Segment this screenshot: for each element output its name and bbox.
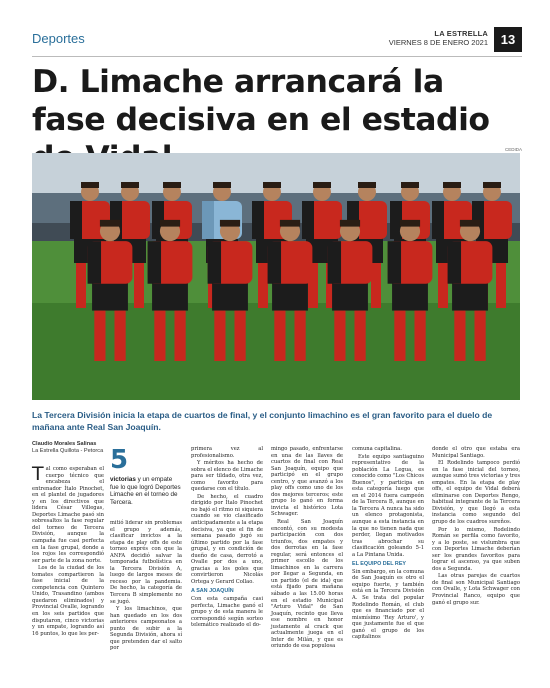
paragraph: al como esperaban el cuerpo técnico que encabeza el entrenador Ítalo Pinochet, en el plantel de jugadores y en los directivos que lidera César Villegas, Deportes Limache pasó sin sobresaltos la fase regular del torneo de Tercera División, aunque la campaña fue casi perfecta en la fase grupal, donde a los rojos les correspondió ser parte de la zona norte. — [32, 466, 104, 564]
paragraph: mingo pasado, enfrentarse en una de las llaves de cuartos de final con Real San Joaquín, equipo que participó en el grupo centro, y que avanzó a los play offs como uno de los dos mejores terceros; este grupo lo ganó en forma invicta el histórico Lota Schwager. — [271, 446, 343, 518]
photo-credit: CEDIDA — [504, 147, 522, 152]
article-headline: D. Limache arrancará la fase decisiva en el estadio — [32, 64, 490, 138]
paragraph: De hecho, el cuadro dirigido por Ítalo Pinochet no bajó el ritmo ni siquiera cuando se vio clasificado anticipadamente a la etapa decisiva, ya que el fin de semana pasado jugó su último partido por la fase grupal, y en condición de dueño de casa, derrotó a Ovalle por dos a uno, gracias a los goles que convirtieron Nicolás Ortega y Gerard Collao. — [191, 493, 263, 585]
author-name: Claudio Morales Salinas — [32, 441, 97, 447]
subheading: EL EQUIPO DEL REY — [352, 561, 407, 568]
article-column-5 — [352, 446, 424, 642]
stat-text — [110, 476, 182, 506]
photo-caption: La Tercera División inicia la etapa de cuartos de final, y el conjunto limachino es el gran favorito para el duelo de mañana ante Real San Joaquín. — [32, 410, 493, 432]
stat-callout — [110, 446, 182, 506]
page-number: 13 — [494, 27, 522, 52]
paragraph: Los de la ciudad de los tomates compartieron la fase inicial de la competencia con Quintero Unido, Trasandino (ambos quedaron eliminados) y Provincial Ovalle, logrando en los seis partidos que disputaron, cinco victorias y un empate, logrando así 16 puntos, lo que les per- — [32, 565, 104, 637]
paragraph: Con esta campaña casi perfecta, Limache ganó el grupo y de esta manera le correspondió según sorteo telemático realizado el do- — [191, 596, 263, 629]
article-column-6 — [432, 446, 520, 607]
section-label: Deportes — [32, 31, 85, 46]
paragraph: Real San Joaquín encontó, con su modesta participación con dos triunfos, dos empates y dos derrotas en la fase regular, será entonces el primer escollo de los limachinos en la carrera por llegar a Segunda, en un partido (el de ida) que está fijado para mañana sábado a las 15.00 horas en el estadio Municipal "Arturo Vidal" de San Joaquín, recinto que lleva ese nombre en honor justamente al crack que actualmente juega en el Inter de Milán, y que es oriundo de esa populosa — [271, 519, 343, 650]
article-column-1 — [32, 463, 104, 638]
team-photo — [32, 153, 520, 400]
paragraph: Las otras parejas de cuartos de final son Municipal Santiago con Ovalle, y Lota Schwager con Provincial Ranco, equipo que ganó el grupo sur. — [432, 573, 520, 606]
drop-cap: T — [32, 463, 44, 485]
paragraph: donde el otro que estaba era Municipal Santiago. — [432, 446, 520, 459]
stat-bold: victorias — [110, 476, 136, 483]
publication-name: LA ESTRELLA — [434, 29, 488, 38]
author-byline — [32, 441, 103, 455]
stat-rest: y un empate fue lo que logró Deportes Limache en el torneo de Tercera. — [110, 476, 181, 506]
paragraph: El Rodelindo tampoco perdió en la fase inicial del torneo, aunque sumó tres victorias y tres empates. En la etapa de play offs, el equipo de Vidal deberá eliminarse con Deportes Rengo, habitual integrante de la Tercera División, y que llegó a esta instancia como segundo del grupo de los cuadros sureños. — [432, 460, 520, 526]
article-column-3 — [191, 446, 263, 630]
publication-info — [389, 29, 488, 47]
article-column-4 — [271, 446, 343, 651]
paragraph: mitió liderar sin problemas el grupo y además, clasificar invictos a la etapa de play offs de este torneo exprés con que la ANFA decidió salvar la temporada futbolística en la Tercera División A, luego de largos meses de receso por la pandemia. De hecho, la categoría de Tercera B simplemente no se jugó. — [110, 520, 182, 605]
header-rule — [32, 56, 522, 57]
publication-date: VIERNES 8 DE ENERO 2021 — [388, 38, 488, 47]
paragraph: primera vez al profesionalismo. — [191, 446, 263, 459]
paragraph: Este equipo santiaguino representativo de la población La Legua, es conocido como "Los Chicos Buenos", y participa en esta categoría luego que en el 2014 fuera campeón de la Tercera B, aunque en la Tercera A nunca ha sido un elenco protagonista, aunque a esta instancia en la que no tienen nada que perder, llegan motivados tras abrochar su clasificación goleando 5-1 a La Pintana Unida. — [352, 453, 424, 558]
paragraph: Y los limachinos, que han quedado en los dos anteriores campeonatos a punto de subir a la Segunda División, ahora sí que pretenden dar el salto por — [110, 606, 182, 652]
page-header — [32, 27, 522, 57]
article-column-2 — [110, 520, 182, 653]
author-outlet: La Estrella Quillota - Petorca — [32, 448, 104, 454]
paragraph: Sin embargo, en la comuna de San Joaquín es otro el equipo fuerte, y también está en la Tercera División A. Se trata del popular Rodelindo Román, el club que es financiado por el mismísimo 'Rey Arturo', y que justamente fue el que ganó el grupo de los capitalinos — [352, 568, 425, 641]
paragraph: Y méritos ha hecho de sobra el elenco de Limache para ser tildado, otra vez, como favorito para quedarse con el título. — [191, 460, 263, 493]
stat-number: 5 — [110, 445, 129, 475]
paragraph: Por lo mismo, Rodelindo Román se perfila como favorito, y a lo poste, se vislumbra que con Deportes Limache deberían ser los grandes favoritos para lograr el ascenso, ya que suben dos a Segunda. — [432, 526, 520, 572]
subheading: A SAN JOAQUÍN — [191, 588, 234, 595]
paragraph: comuna capitalina. — [352, 446, 402, 452]
